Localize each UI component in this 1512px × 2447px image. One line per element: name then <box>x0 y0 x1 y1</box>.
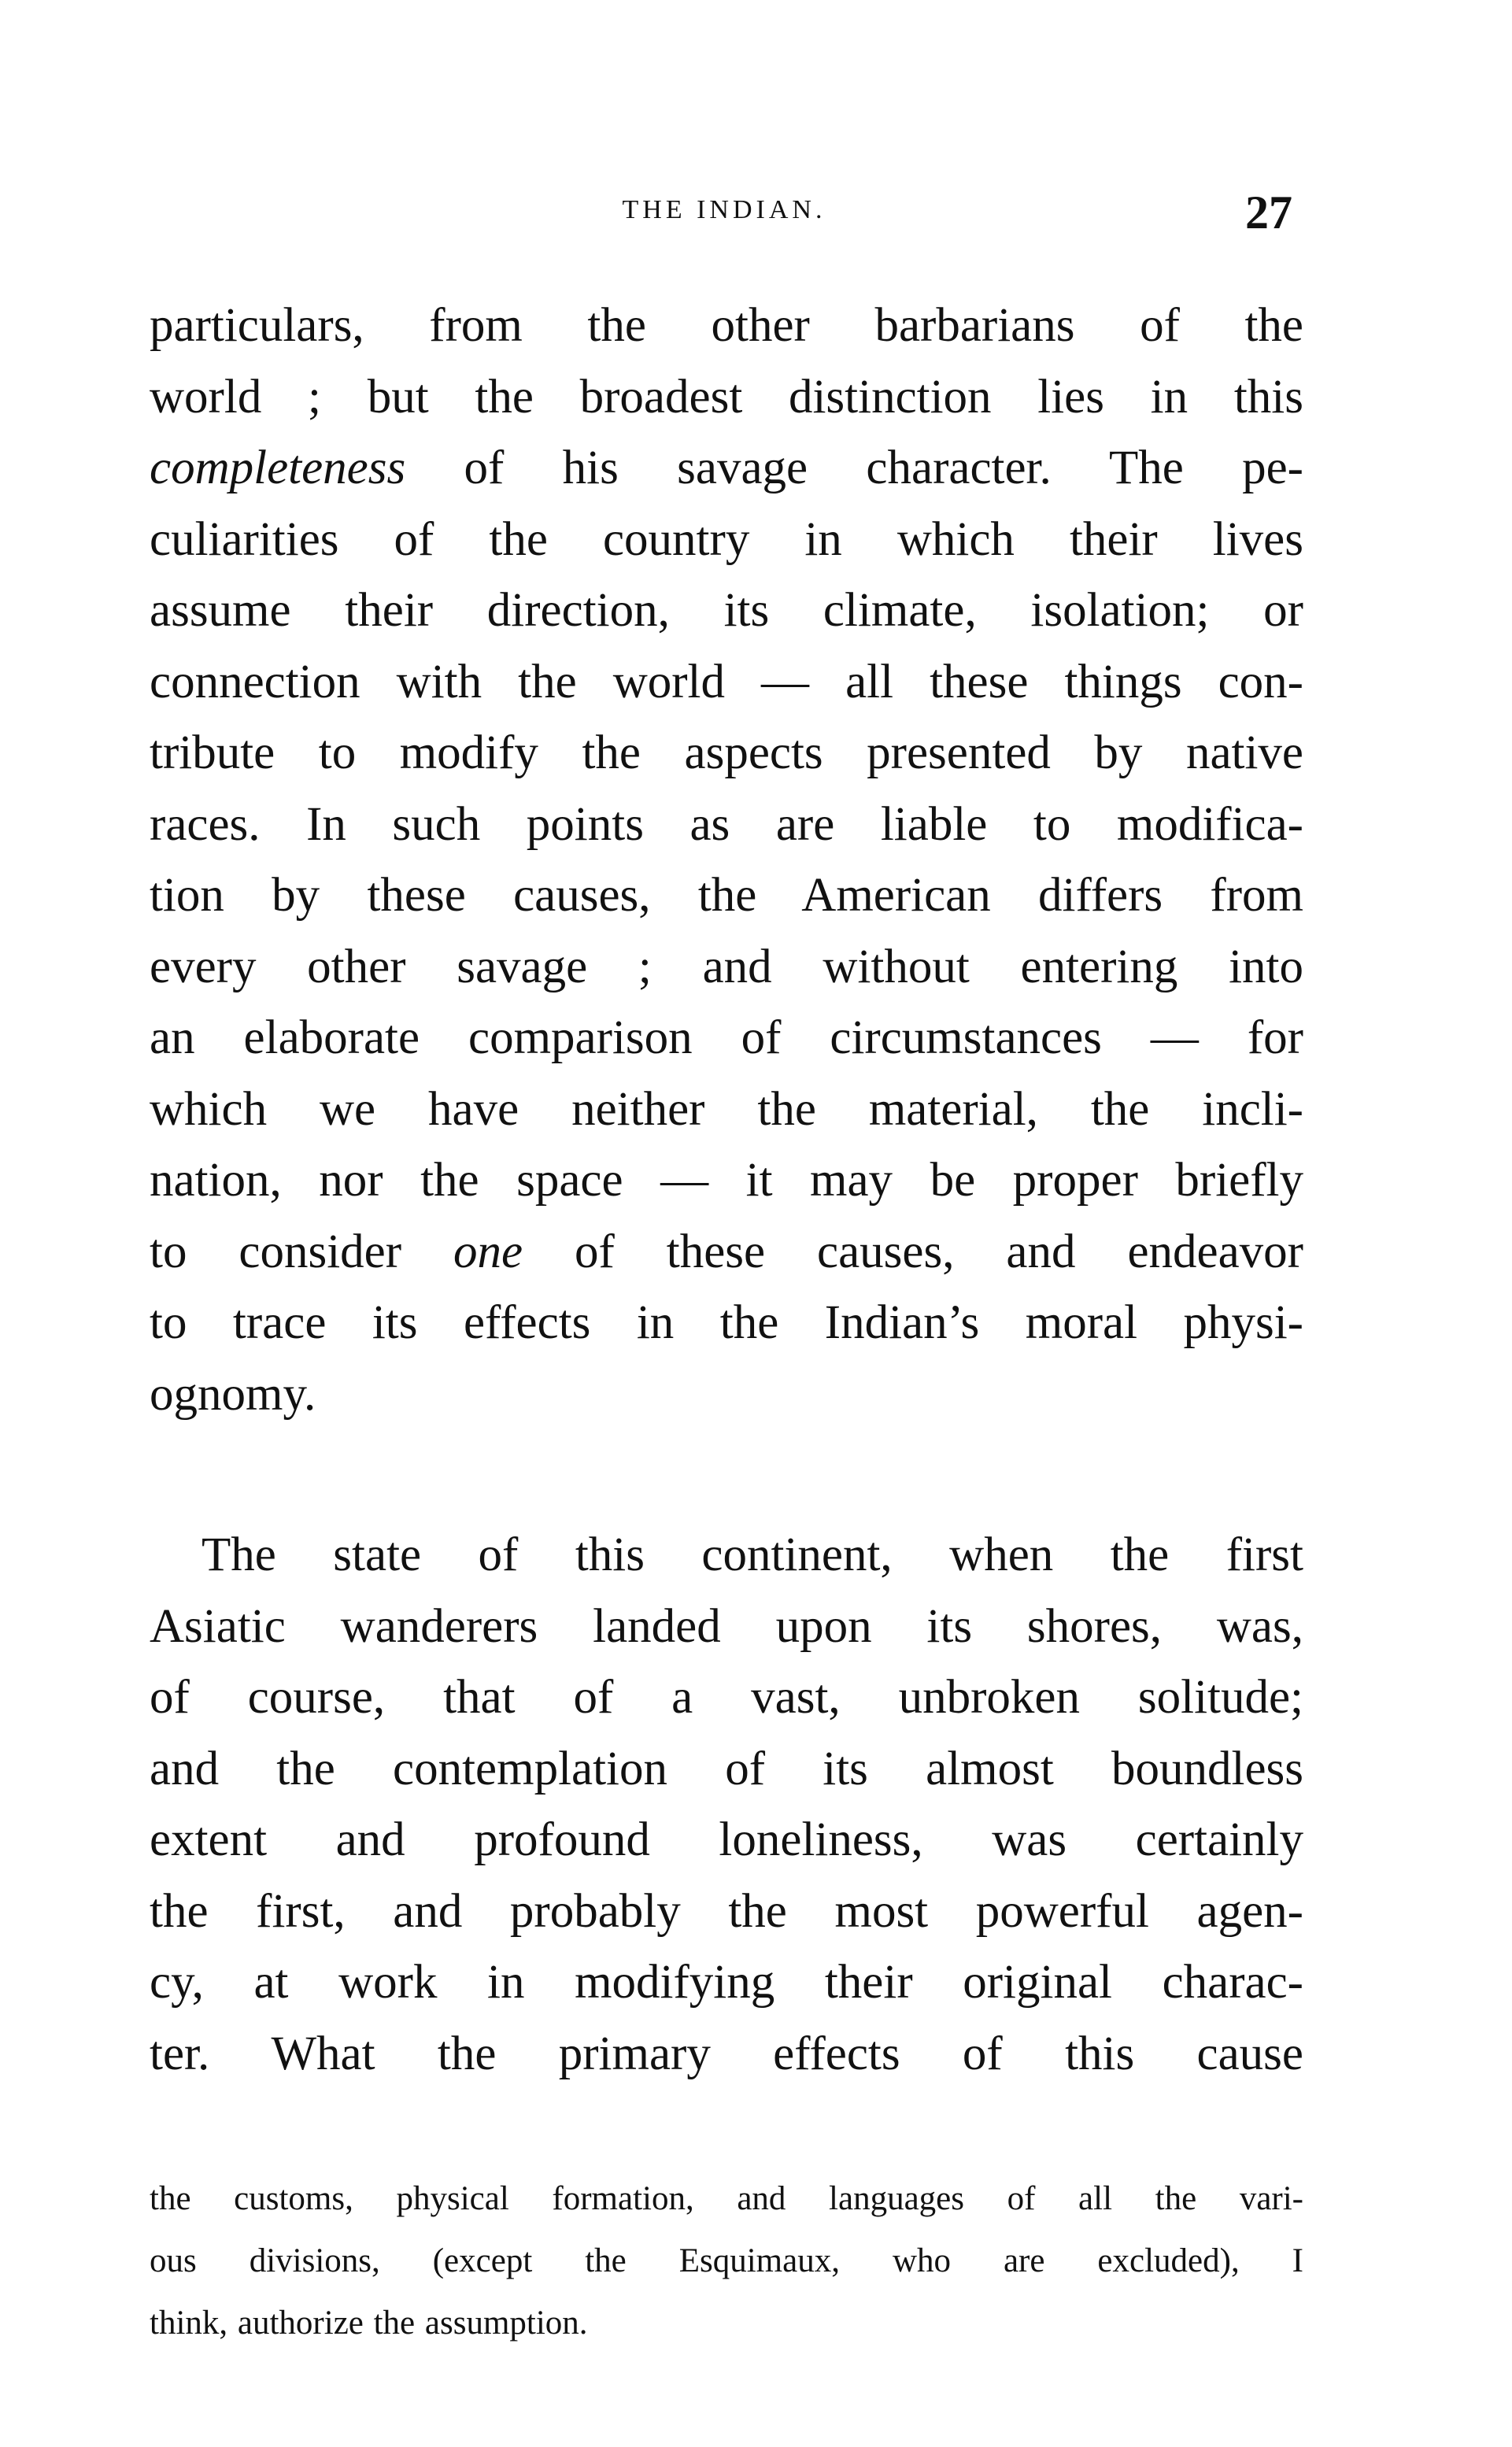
text-segment: which we have neither the material, the incli- <box>150 1082 1303 1136</box>
text-segment: the customs, physical formation, and languages of all the vari- <box>150 2180 1303 2217</box>
text-line <box>150 575 1303 647</box>
text-segment: to trace its effects in the Indian’s moral physi- <box>150 1296 1303 1349</box>
text-segment: races. In such points as are liable to modifica- <box>150 797 1303 851</box>
text-segment: every other savage ; and without entering into <box>150 940 1303 993</box>
text-segment: nation, nor the space — it may be proper briefly <box>150 1154 1303 1207</box>
text-line <box>150 1520 1303 1591</box>
text-line <box>150 2168 1303 2230</box>
paragraph-2 <box>150 1520 1303 2090</box>
text-segment: The state of this continent, when the first <box>201 1528 1303 1581</box>
text-segment: think, authorize the assumption. <box>150 2305 588 2342</box>
text-line <box>150 362 1303 434</box>
text-line <box>150 1876 1303 1948</box>
text-segment: culiarities of the country in which their lives <box>150 512 1303 566</box>
text-segment: connection with the world — all these things con- <box>150 655 1303 708</box>
text-line <box>150 1288 1303 1359</box>
text-segment: of these causes, and endeavor <box>523 1225 1303 1278</box>
italic-text: completeness <box>150 442 406 494</box>
text-line <box>150 505 1303 576</box>
text-line <box>150 433 1303 505</box>
text-line <box>150 1074 1303 1146</box>
footnote <box>150 2168 1303 2354</box>
text-segment: ognomy. <box>150 1367 316 1421</box>
text-line <box>150 1805 1303 1876</box>
text-segment: Asiatic wanderers landed upon its shores, was, <box>150 1599 1303 1653</box>
text-line <box>150 2292 1303 2354</box>
page-number: 27 <box>1245 187 1292 238</box>
text-line <box>150 2230 1303 2292</box>
text-line <box>150 718 1303 789</box>
text-segment: ter. What the primary effects of this cause <box>150 2027 1303 2080</box>
text-segment: particulars, from the other barbarians of the <box>150 299 1303 352</box>
text-segment: ous divisions, (except the Esquimaux, who are excluded), I <box>150 2242 1303 2279</box>
italic-text: one <box>453 1225 523 1278</box>
text-segment: extent and profound loneliness, was certainly <box>150 1813 1303 1866</box>
running-head: THE INDIAN. <box>622 195 826 224</box>
text-segment: the first, and probably the most powerful agen- <box>150 1884 1303 1938</box>
text-line <box>150 1217 1303 1288</box>
text-line <box>150 1359 1303 1431</box>
text-line <box>150 290 1303 362</box>
text-line <box>150 860 1303 932</box>
text-line <box>150 647 1303 719</box>
text-line <box>150 1145 1303 1217</box>
text-line <box>150 2019 1303 2090</box>
text-segment: tribute to modify the aspects presented by native <box>150 726 1303 779</box>
text-segment: of course, that of a vast, unbroken solitude; <box>150 1671 1303 1724</box>
text-segment: to consider <box>150 1225 453 1278</box>
text-segment: assume their direction, its climate, isolation; or <box>150 584 1303 637</box>
text-line <box>150 1591 1303 1663</box>
text-segment: world ; but the broadest distinction lies in this <box>150 370 1303 423</box>
text-segment: tion by these causes, the American differs from <box>150 869 1303 922</box>
text-line <box>150 789 1303 861</box>
text-line <box>150 1734 1303 1806</box>
text-line <box>150 932 1303 1004</box>
text-line <box>150 1662 1303 1734</box>
paragraph-1 <box>150 290 1303 1430</box>
text-line <box>150 1003 1303 1074</box>
text-segment: cy, at work in modifying their original charac- <box>150 1956 1303 2009</box>
text-segment: and the contemplation of its almost boundless <box>150 1742 1303 1795</box>
text-segment: of his savage character. The pe- <box>405 442 1303 494</box>
text-line <box>150 1947 1303 2019</box>
text-segment: an elaborate comparison of circumstances — for <box>150 1011 1303 1064</box>
